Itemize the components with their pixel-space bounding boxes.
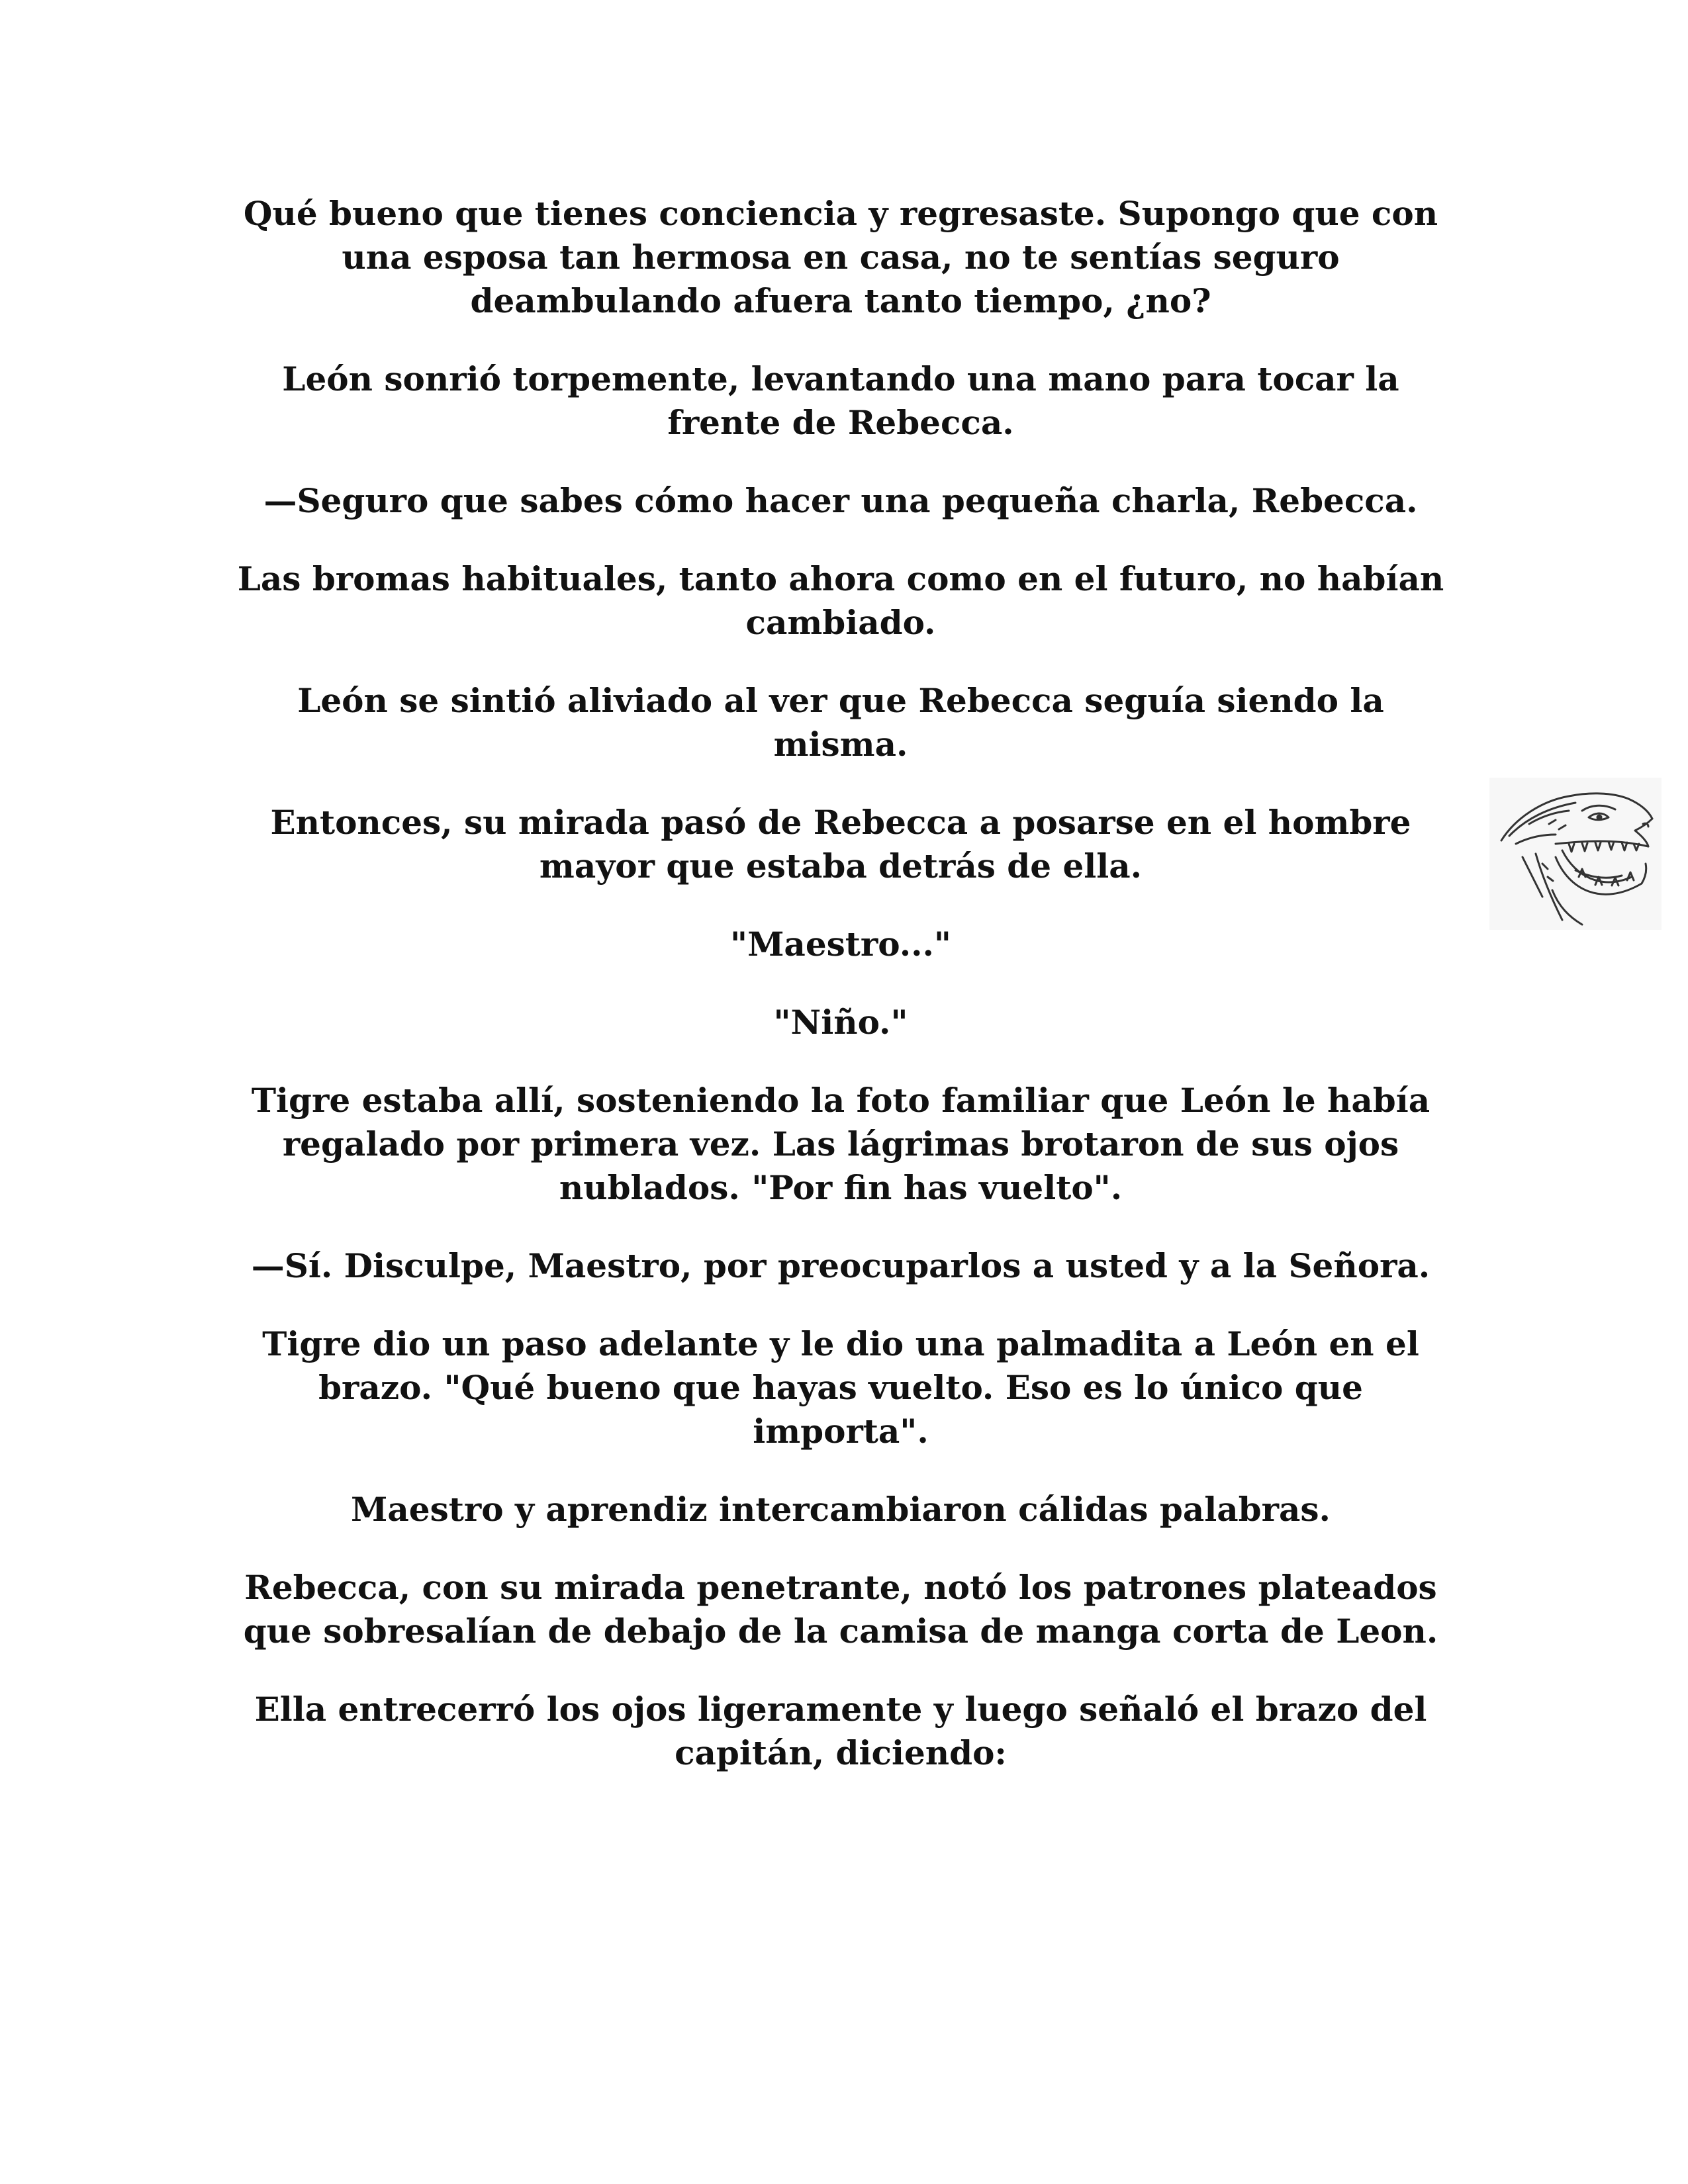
paragraph: "Maestro..." xyxy=(730,925,951,964)
paragraph: Qué bueno que tienes conciencia y regresaste. Supongo que con una esposa tan hermosa en casa, no te sentías seguro deambulando afuera tanto tiempo, ¿no? xyxy=(243,194,1438,320)
paragraph: Las bromas habituales, tanto ahora como en el futuro, no habían cambiado. xyxy=(237,559,1444,642)
document-body xyxy=(225,192,1456,1809)
paragraph: Ella entrecerró los ojos ligeramente y luego señaló el brazo del capitán, diciendo: xyxy=(254,1690,1427,1772)
paragraph: "Niño." xyxy=(773,1003,908,1042)
dinosaur-head-sketch-icon xyxy=(1489,778,1662,930)
paragraph: Entonces, su mirada pasó de Rebecca a posarse en el hombre mayor que estaba detrás de ella. xyxy=(270,803,1411,886)
paragraph: Tigre estaba allí, sosteniendo la foto familiar que León le había regalado por primera vez. Las lágrimas brotaron de sus ojos nublados. "Por fin has vuelto". xyxy=(251,1081,1430,1207)
paragraph: Tigre dio un paso adelante y le dio una palmadita a León en el brazo. "Qué bueno que hayas vuelto. Eso es lo único que importa". xyxy=(262,1324,1419,1451)
paragraph: —Seguro que sabes cómo hacer una pequeña charla, Rebecca. xyxy=(263,481,1418,520)
paragraph: León sonrió torpemente, levantando una mano para tocar la frente de Rebecca. xyxy=(282,359,1399,442)
paragraph: —Sí. Disculpe, Maestro, por preocuparlos a usted y a la Señora. xyxy=(251,1246,1430,1285)
paragraph: León se sintió aliviado al ver que Rebecca seguía siendo la misma. xyxy=(297,681,1384,764)
paragraph: Rebecca, con su mirada penetrante, notó los patrones plateados que sobresalían de debajo de la camisa de manga corta de Leon. xyxy=(243,1568,1438,1651)
paragraph: Maestro y aprendiz intercambiaron cálidas palabras. xyxy=(351,1490,1331,1529)
